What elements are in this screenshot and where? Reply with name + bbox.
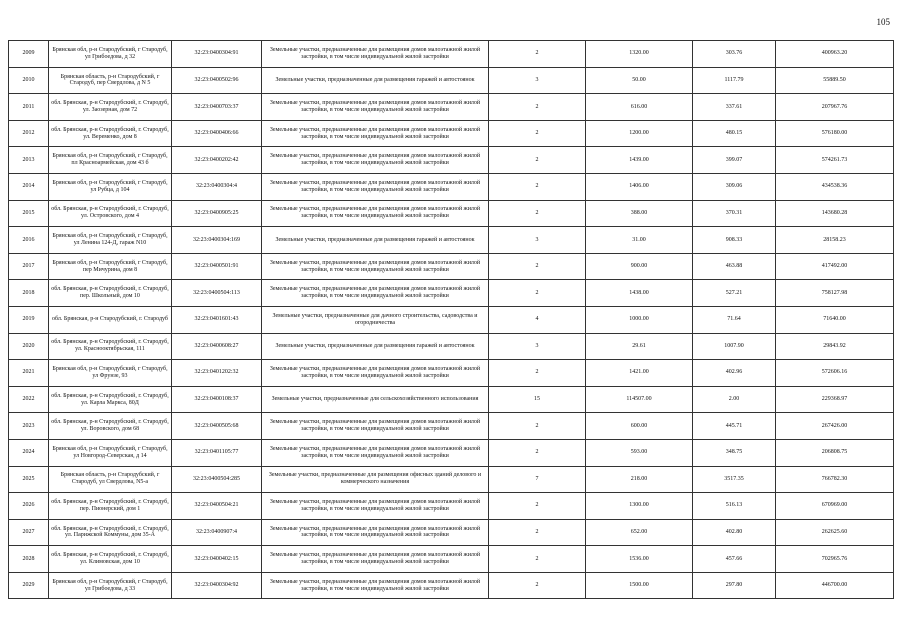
land-use-cell: Земельные участки, предназначенные для размещения домов малоэтажной жилой застройки, в том числе индивидуальной жилой застройки — [262, 94, 489, 121]
row-number: 2029 — [9, 572, 49, 599]
row-number: 2016 — [9, 227, 49, 254]
land-use-cell: Земельные участки, предназначенные для размещения гаражей и автостоянок — [262, 227, 489, 254]
group-cell: 4 — [489, 306, 586, 333]
cadastral-value-cell: 143680.28 — [776, 200, 894, 227]
cadastral-value-cell: 434538.36 — [776, 173, 894, 200]
page-number: 105 — [876, 17, 890, 27]
cadastral-value-cell: 572606.16 — [776, 360, 894, 387]
area-cell: 1438.00 — [586, 280, 693, 307]
group-cell: 2 — [489, 493, 586, 520]
group-cell: 2 — [489, 147, 586, 174]
group-cell: 3 — [489, 67, 586, 94]
table-row — [9, 466, 894, 493]
table-row — [9, 173, 894, 200]
area-cell: 388.00 — [586, 200, 693, 227]
address-cell: Брянская обл, р-н Стародубский, г Стародуб, ул Рубца, д 104 — [49, 173, 172, 200]
land-use-cell: Земельные участки, предназначенные для размещения домов малоэтажной жилой застройки, в том числе индивидуальной жилой застройки — [262, 280, 489, 307]
cadastral-value-cell: 262625.60 — [776, 519, 894, 546]
cadastral-number-cell: 32:23:0401202:32 — [172, 360, 262, 387]
specific-value-cell: 370.31 — [693, 200, 776, 227]
table-row — [9, 41, 894, 68]
address-cell: обл. Брянская, р-н Стародубский, г. Стародуб, ул. Заозерная, дом 72 — [49, 94, 172, 121]
address-cell: Брянская область, р-н Стародубский, г Стародуб, ул Свердлова, N5-а — [49, 466, 172, 493]
cadastral-number-cell: 32:23:0400905:25 — [172, 200, 262, 227]
specific-value-cell: 337.61 — [693, 94, 776, 121]
land-use-cell: Земельные участки, предназначенные для размещения домов малоэтажной жилой застройки, в том числе индивидуальной жилой застройки — [262, 41, 489, 68]
row-number: 2014 — [9, 173, 49, 200]
specific-value-cell: 402.96 — [693, 360, 776, 387]
cadastral-number-cell: 32:23:0400304:4 — [172, 173, 262, 200]
row-number: 2026 — [9, 493, 49, 520]
cadastral-number-cell: 32:23:0400907:4 — [172, 519, 262, 546]
land-use-cell: Земельные участки, предназначенные для размещения домов малоэтажной жилой застройки, в том числе индивидуальной жилой застройки — [262, 200, 489, 227]
cadastral-number-cell: 32:23:0400703:37 — [172, 94, 262, 121]
land-use-cell: Земельные участки, предназначенные для размещения домов малоэтажной жилой застройки, в том числе индивидуальной жилой застройки — [262, 519, 489, 546]
area-cell: 29.61 — [586, 333, 693, 360]
row-number: 2011 — [9, 94, 49, 121]
cadastral-number-cell: 32:23:0400504:21 — [172, 493, 262, 520]
cadastral-number-cell: 32:23:0400504:113 — [172, 280, 262, 307]
row-number: 2023 — [9, 413, 49, 440]
address-cell: обл. Брянская, р-н Стародубский, г. Стародуб, ул. Климовская, дом 10 — [49, 546, 172, 573]
area-cell: 616.00 — [586, 94, 693, 121]
cadastral-number-cell: 32:23:0400402:15 — [172, 546, 262, 573]
land-use-cell: Земельные участки, предназначенные для сельскохозяйственного использования — [262, 386, 489, 413]
cadastral-value-cell: 267426.00 — [776, 413, 894, 440]
cadastral-number-cell: 32:23:0400502:96 — [172, 67, 262, 94]
table-row — [9, 413, 894, 440]
address-cell: обл. Брянская, р-н Стародубский, г. Стародуб, ул. Островского, дом 4 — [49, 200, 172, 227]
specific-value-cell: 309.06 — [693, 173, 776, 200]
cadastral-value-cell: 400963.20 — [776, 41, 894, 68]
cadastral-value-cell: 766782.30 — [776, 466, 894, 493]
address-cell: Брянская обл, р-н Стародубский, г Стародуб, ул Грибоедова, д 33 — [49, 572, 172, 599]
table-row — [9, 493, 894, 520]
specific-value-cell: 348.75 — [693, 439, 776, 466]
group-cell: 2 — [489, 519, 586, 546]
address-cell: Брянская обл, р-н Стародубский, г Стародуб, ул Новгород-Северская, д 14 — [49, 439, 172, 466]
row-number: 2024 — [9, 439, 49, 466]
cadastral-number-cell: 32:23:0400304:92 — [172, 572, 262, 599]
cadastral-value-cell: 446700.00 — [776, 572, 894, 599]
address-cell: обл. Брянская, р-н Стародубский, г. Стародуб, ул. Карла Маркса, 80Д — [49, 386, 172, 413]
table-row — [9, 147, 894, 174]
register-rows — [9, 41, 894, 599]
land-use-cell: Земельные участки, предназначенные для размещения домов малоэтажной жилой застройки, в том числе индивидуальной жилой застройки — [262, 439, 489, 466]
area-cell: 1439.00 — [586, 147, 693, 174]
row-number: 2028 — [9, 546, 49, 573]
group-cell: 2 — [489, 41, 586, 68]
cadastral-value-cell: 55889.50 — [776, 67, 894, 94]
address-cell: Брянская обл, р-н Стародубский, г Стародуб, пл Красноармейская, дом 43 б — [49, 147, 172, 174]
cadastral-value-cell: 207967.76 — [776, 94, 894, 121]
specific-value-cell: 1117.79 — [693, 67, 776, 94]
table-row — [9, 360, 894, 387]
table-row — [9, 333, 894, 360]
specific-value-cell: 297.80 — [693, 572, 776, 599]
land-use-cell: Земельные участки, предназначенные для размещения гаражей и автостоянок — [262, 67, 489, 94]
specific-value-cell: 516.13 — [693, 493, 776, 520]
group-cell: 2 — [489, 94, 586, 121]
table-row — [9, 572, 894, 599]
address-cell: Брянская обл, р-н Стародубский, г Стародуб, ул Ленина 124-Д, гараж N10 — [49, 227, 172, 254]
group-cell: 15 — [489, 386, 586, 413]
area-cell: 900.00 — [586, 253, 693, 280]
land-use-cell: Земельные участки, предназначенные для размещения домов малоэтажной жилой застройки, в том числе индивидуальной жилой застройки — [262, 360, 489, 387]
table-row — [9, 200, 894, 227]
row-number: 2021 — [9, 360, 49, 387]
address-cell: обл. Брянская, р-н Стародубский, г. Стародуб, ул. Парижской Коммуны, дом 35-А — [49, 519, 172, 546]
land-use-cell: Земельные участки, предназначенные для размещения домов малоэтажной жилой застройки, в том числе индивидуальной жилой застройки — [262, 173, 489, 200]
group-cell: 2 — [489, 572, 586, 599]
land-use-cell: Земельные участки, предназначенные для размещения домов малоэтажной жилой застройки, в том числе индивидуальной жилой застройки — [262, 572, 489, 599]
address-cell: обл. Брянская, р-н Стародубский, г. Стародуб, ул. Веременко, дом 8 — [49, 120, 172, 147]
group-cell: 2 — [489, 413, 586, 440]
specific-value-cell: 71.64 — [693, 306, 776, 333]
table-row — [9, 306, 894, 333]
specific-value-cell: 527.21 — [693, 280, 776, 307]
cadastral-number-cell: 32:23:0400304:169 — [172, 227, 262, 254]
cadastral-value-cell: 702965.76 — [776, 546, 894, 573]
group-cell: 2 — [489, 253, 586, 280]
address-cell: обл. Брянская, р-н Стародубский, г. Стародуб, пер. Школьный, дом 10 — [49, 280, 172, 307]
group-cell: 2 — [489, 280, 586, 307]
table-row — [9, 519, 894, 546]
specific-value-cell: 908.33 — [693, 227, 776, 254]
row-number: 2019 — [9, 306, 49, 333]
table-row — [9, 386, 894, 413]
land-use-cell: Земельные участки, предназначенные для размещения домов малоэтажной жилой застройки, в том числе индивидуальной жилой застройки — [262, 493, 489, 520]
area-cell: 1500.00 — [586, 572, 693, 599]
specific-value-cell: 402.80 — [693, 519, 776, 546]
cadastral-value-cell: 574261.73 — [776, 147, 894, 174]
table-row — [9, 546, 894, 573]
row-number: 2015 — [9, 200, 49, 227]
cadastral-number-cell: 32:23:0400202:42 — [172, 147, 262, 174]
cadastral-number-cell: 32:23:0400501:91 — [172, 253, 262, 280]
address-cell: Брянская обл, р-н Стародубский, г Стародуб, ул Грибоедова, д 32 — [49, 41, 172, 68]
land-use-cell: Земельные участки, предназначенные для размещения домов малоэтажной жилой застройки, в том числе индивидуальной жилой застройки — [262, 546, 489, 573]
cadastral-value-cell: 229368.97 — [776, 386, 894, 413]
address-cell: обл. Брянская, р-н Стародубский, г. Стародуб, ул. Краснооктябрьская, 111 — [49, 333, 172, 360]
area-cell: 1320.00 — [586, 41, 693, 68]
table-row — [9, 439, 894, 466]
specific-value-cell: 457.66 — [693, 546, 776, 573]
address-cell: обл. Брянская, р-н Стародубский, г. Стародуб — [49, 306, 172, 333]
table-row — [9, 120, 894, 147]
row-number: 2009 — [9, 41, 49, 68]
group-cell: 7 — [489, 466, 586, 493]
specific-value-cell: 1007.90 — [693, 333, 776, 360]
area-cell: 652.00 — [586, 519, 693, 546]
area-cell: 1406.00 — [586, 173, 693, 200]
cadastral-value-cell: 206808.75 — [776, 439, 894, 466]
area-cell: 218.00 — [586, 466, 693, 493]
area-cell: 593.00 — [586, 439, 693, 466]
row-number: 2022 — [9, 386, 49, 413]
table-row — [9, 94, 894, 121]
cadastral-number-cell: 32:23:0400406:66 — [172, 120, 262, 147]
group-cell: 2 — [489, 360, 586, 387]
area-cell: 1536.00 — [586, 546, 693, 573]
land-use-cell: Земельные участки, предназначенные для размещения домов малоэтажной жилой застройки, в том числе индивидуальной жилой застройки — [262, 120, 489, 147]
group-cell: 3 — [489, 227, 586, 254]
specific-value-cell: 480.15 — [693, 120, 776, 147]
cadastral-value-cell: 28158.23 — [776, 227, 894, 254]
land-use-cell: Земельные участки, предназначенные для размещения домов малоэтажной жилой застройки, в том числе индивидуальной жилой застройки — [262, 147, 489, 174]
address-cell: Брянская область, р-н Стародубский, г Стародуб, пер Свердлова, д N 5 — [49, 67, 172, 94]
land-use-cell: Земельные участки, предназначенные для размещения домов малоэтажной жилой застройки, в том числе индивидуальной жилой застройки — [262, 413, 489, 440]
specific-value-cell: 399.07 — [693, 147, 776, 174]
row-number: 2017 — [9, 253, 49, 280]
cadastral-number-cell: 32:23:0401105:77 — [172, 439, 262, 466]
row-number: 2020 — [9, 333, 49, 360]
cadastral-value-cell: 758127.98 — [776, 280, 894, 307]
area-cell: 31.00 — [586, 227, 693, 254]
area-cell: 600.00 — [586, 413, 693, 440]
cadastral-number-cell: 32:23:0401601:43 — [172, 306, 262, 333]
address-cell: обл. Брянская, р-н Стародубский, г. Стародуб, пер. Пионерский, дом 1 — [49, 493, 172, 520]
row-number: 2012 — [9, 120, 49, 147]
land-use-cell: Земельные участки, предназначенные для размещения офисных зданий делового и коммерческого назначения — [262, 466, 489, 493]
land-use-cell: Земельные участки, предназначенные для дачного строительства, садоводства и огородничества — [262, 306, 489, 333]
address-cell: обл. Брянская, р-н Стародубский, г. Стародуб, ул. Воровского, дом 68 — [49, 413, 172, 440]
area-cell: 50.00 — [586, 67, 693, 94]
group-cell: 2 — [489, 173, 586, 200]
row-number: 2010 — [9, 67, 49, 94]
cadastral-number-cell: 32:23:0400108:37 — [172, 386, 262, 413]
group-cell: 2 — [489, 546, 586, 573]
specific-value-cell: 445.71 — [693, 413, 776, 440]
group-cell: 2 — [489, 200, 586, 227]
address-cell: Брянская обл, р-н Стародубский, г Стародуб, ул Фрунзе, 93 — [49, 360, 172, 387]
cadastral-number-cell: 32:23:0400504:285 — [172, 466, 262, 493]
area-cell: 114507.00 — [586, 386, 693, 413]
row-number: 2025 — [9, 466, 49, 493]
cadastral-value-cell: 417492.00 — [776, 253, 894, 280]
area-cell: 1300.00 — [586, 493, 693, 520]
land-use-cell: Земельные участки, предназначенные для размещения домов малоэтажной жилой застройки, в том числе индивидуальной жилой застройки — [262, 253, 489, 280]
land-use-cell: Земельные участки, предназначенные для размещения гаражей и автостоянок — [262, 333, 489, 360]
area-cell: 1000.00 — [586, 306, 693, 333]
group-cell: 2 — [489, 120, 586, 147]
area-cell: 1200.00 — [586, 120, 693, 147]
specific-value-cell: 2.00 — [693, 386, 776, 413]
cadastral-number-cell: 32:23:0400304:91 — [172, 41, 262, 68]
cadastral-value-cell: 29843.92 — [776, 333, 894, 360]
cadastral-number-cell: 32:23:0400505:68 — [172, 413, 262, 440]
row-number: 2013 — [9, 147, 49, 174]
cadastral-number-cell: 32:23:0400608:27 — [172, 333, 262, 360]
table-row — [9, 67, 894, 94]
row-number: 2018 — [9, 280, 49, 307]
specific-value-cell: 463.88 — [693, 253, 776, 280]
cadastral-value-cell: 670969.00 — [776, 493, 894, 520]
table-row — [9, 280, 894, 307]
specific-value-cell: 303.76 — [693, 41, 776, 68]
area-cell: 1421.00 — [586, 360, 693, 387]
cadastral-value-cell: 576180.00 — [776, 120, 894, 147]
row-number: 2027 — [9, 519, 49, 546]
specific-value-cell: 3517.35 — [693, 466, 776, 493]
group-cell: 3 — [489, 333, 586, 360]
land-register-table — [8, 40, 894, 599]
address-cell: Брянская обл, р-н Стародубский, г Стародуб, пер Мичурина, дом 8 — [49, 253, 172, 280]
table-row — [9, 227, 894, 254]
group-cell: 2 — [489, 439, 586, 466]
cadastral-value-cell: 71640.00 — [776, 306, 894, 333]
table-row — [9, 253, 894, 280]
